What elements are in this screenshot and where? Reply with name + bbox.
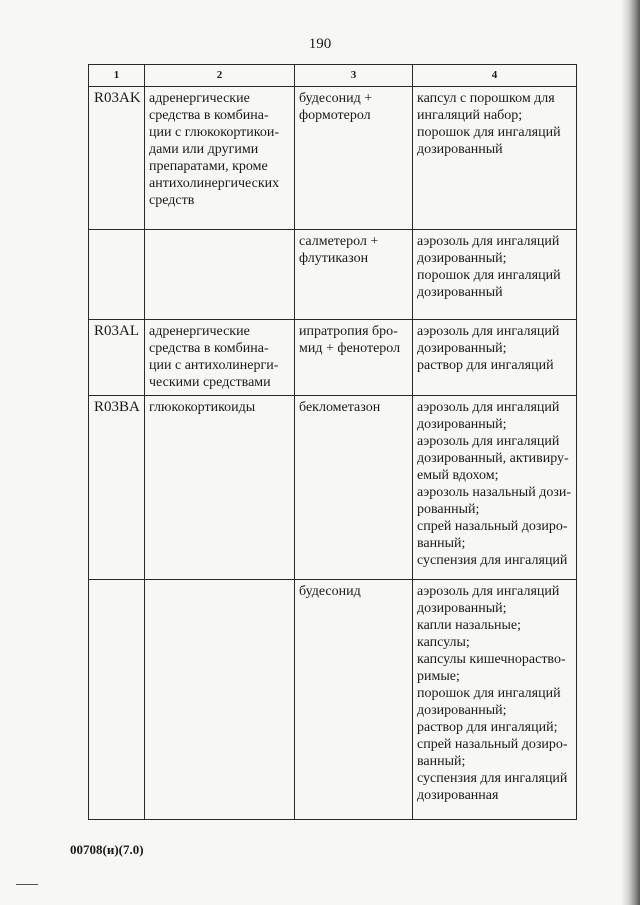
drug-name: будесонид + формотерол: [295, 87, 413, 230]
margin-mark: [16, 884, 38, 885]
dosage-forms: [413, 580, 577, 820]
group-name: [145, 230, 295, 320]
dosage-forms: [413, 230, 577, 320]
drug-name: беклометазон: [295, 396, 413, 580]
dosage-form: аэрозоль назальный дози-рованный;: [417, 485, 571, 517]
dosage-form: суспензия для ингаляций дозированная: [417, 771, 568, 803]
dosage-form: капли назальные;: [417, 618, 522, 633]
dosage-form: аэрозоль для ингаляций дозированный, активиру-емый вдохом;: [417, 434, 569, 483]
atc-code: [89, 230, 145, 320]
dosage-form: аэрозоль для ингаляций дозированный;: [417, 400, 560, 432]
atc-code: R03BA: [89, 396, 145, 580]
table-header-row: [89, 65, 577, 87]
dosage-form: спрей назальный дозиро-ванный;: [417, 737, 568, 769]
dosage-form: спрей назальный дозиро-ванный;: [417, 519, 568, 551]
dosage-form: капсулы кишечнораство-римые;: [417, 652, 566, 684]
drug-table: [88, 64, 577, 820]
table-row: [89, 320, 577, 396]
group-name: [145, 580, 295, 820]
group-name: адренергические средства в комбина- ции с антихолинерги- ческими средствами: [145, 320, 295, 396]
atc-code: R03AL: [89, 320, 145, 396]
dosage-form: аэрозоль для ингаляций дозированный;: [417, 584, 560, 616]
header-col-4: 4: [413, 65, 577, 87]
dosage-form: порошок для ингаляций дозированный: [417, 125, 561, 157]
group-name: адренергические средства в комбина- ции с глюкокортикои- дами или другими препаратами, кроме антихолинергических средств: [145, 87, 295, 230]
group-name: глюкокортикоиды: [145, 396, 295, 580]
dosage-form: аэрозоль для ингаляций дозированный;: [417, 234, 560, 266]
atc-code: R03AK: [89, 87, 145, 230]
dosage-form: аэрозоль для ингаляций дозированный;: [417, 324, 560, 356]
dosage-form: порошок для ингаляций дозированный: [417, 268, 561, 300]
table-row: [89, 580, 577, 820]
dosage-form: раствор для ингаляций;: [417, 720, 558, 735]
document-code: 00708(и)(7.0): [70, 842, 144, 857]
drug-name: будесонид: [295, 580, 413, 820]
table-row: [89, 87, 577, 230]
dosage-form: капсул с порошком для ингаляций набор;: [417, 91, 555, 123]
atc-code: [89, 580, 145, 820]
header-col-1: 1: [89, 65, 145, 87]
header-col-3: 3: [295, 65, 413, 87]
dosage-form: суспензия для ингаляций: [417, 553, 568, 568]
table-row: [89, 230, 577, 320]
dosage-form: порошок для ингаляций дозированный;: [417, 686, 561, 718]
dosage-form: капсулы;: [417, 635, 470, 650]
drug-name: салметерол + флутиказон: [295, 230, 413, 320]
drug-name: ипратропия бро- мид + фенотерол: [295, 320, 413, 396]
dosage-forms: [413, 87, 577, 230]
dosage-forms: [413, 396, 577, 580]
table-row: [89, 396, 577, 580]
page-number: 190: [308, 36, 332, 52]
scan-edge-shadow: [622, 0, 640, 905]
dosage-form: раствор для ингаляций: [417, 358, 554, 373]
header-col-2: 2: [145, 65, 295, 87]
dosage-forms: [413, 320, 577, 396]
